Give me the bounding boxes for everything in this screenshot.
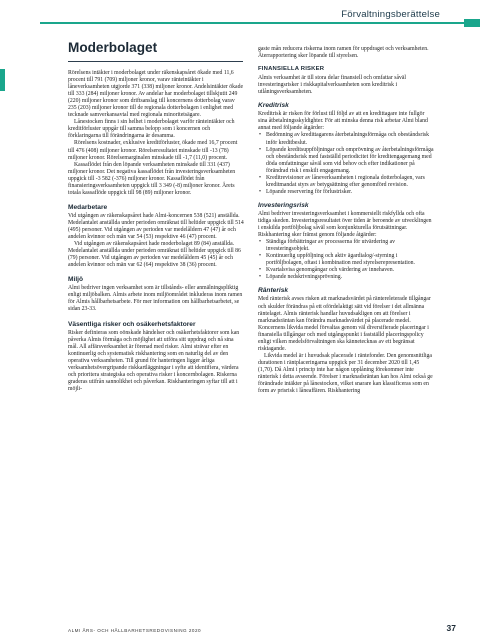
list-item: • Ständiga förbättringar av processerna för utvärdering av investeringsobjekt. [266, 239, 434, 253]
finansiella-risker-heading: FINANSIELLA RISKER [258, 66, 325, 73]
continuation-paragraph: gaste mån reducera riskerna inom ramen för uppdraget och verksamheten. Återrapportering sker löpande till styrelsen. [258, 46, 429, 60]
title-rule [68, 61, 243, 62]
footer-text: ALMI ÅRS- OCH HÅLLBARHETSREDOVISNING 2020 [68, 628, 202, 633]
risker-heading: Väsentliga risker och osäkerhetsfaktorer [68, 320, 196, 328]
medarbetare-paragraph-2: Vid utgången av räkenskapsåret hade moderbolaget 89 (84) anställda. Medelantalet anställda under perioden omräknat till heltider uppgick till 86 (79) personer. Vid utgången av perioden var medelåldern 45 (45) år och andelen kvinnor och män var 62 (64) respektive 38 (36) procent. [68, 241, 241, 269]
header-accent-cap [464, 19, 480, 27]
list-item: • Kreditrevisioner av låneverksamheten i regionala dotterbolagen, vars kreditmandat styrs av betygsättning efter genomförd revision. [266, 175, 434, 189]
page-title: Moderbolaget [68, 40, 158, 55]
list-item: • Löpande reservering för förlustrisker. [266, 189, 434, 196]
kreditrisk-heading: Kreditrisk [258, 102, 289, 110]
investeringsrisk-list [258, 239, 434, 281]
medarbetare-paragraph-1: Vid utgången av räkenskapsåret hade Almi-koncernen 538 (521) anställda. Medelantalet anställda under perioden omräknat till heltider uppgick till 514 (495) personer. Vid utgången av perioden var medelåldern 47 (47) år och andelen kvinnor och män var 54 (53) respektive 46 (47) procent. [68, 212, 244, 241]
header-accent-bar [40, 22, 480, 24]
right-column [258, 46, 434, 395]
header-label: Förvaltningsberättelse [341, 9, 440, 20]
miljo-heading: Miljö [68, 276, 84, 284]
medarbetare-heading: Medarbetare [68, 203, 108, 211]
risker-paragraph: Risker definieras som oönskade händelser och osäkerhetsfaktorer som kan påverka Almis förmåga och möjlighet att utföra sitt uppdrag och nå sina mål. All affärsverksamhet är förenad med risker. Almi strävar efter en kontinuerlig och systematisk riskhantering som en naturlig del av den operativa verksamheten. Till grund för hanteringen ligger årliga verksamhetsövergripande riskkartläggningar i syfte att identifiera, värdera och prioritera strategiska och operativa risker i koncernbolagen. Riskerna graderas utifrån sannolikhet och påverkan. Riskhanteringen syftar till att i möjli- [68, 329, 240, 392]
kreditrisk-list [258, 132, 434, 195]
intro-paragraph-3: Rörelsens kostnader, exklusive kreditförluster, ökade med 16,7 procent till 476 (408) miljoner kronor. Rörelseresultatet minskade till -13 (78) miljoner kronor. Rörelsemarginalen minskade till -1,7 (11,0) procent. [68, 140, 238, 161]
intro-paragraph-1: Rörelsens intäkter i moderbolaget under räkenskapsåret ökade med 11,6 procent till 791 (709) miljoner kronor, varav ränteintäkter i låneverksamheten utgjorde 371 (338) miljoner kronor. Andelsintäkter ökade till 333 (284) miljoner kronor. Av andelar har moderbolaget tillskjutit 249 (220) miljoner kronor som driftsanslag till koncernens dotterbolag varav 235 (203) miljoner kronor till de regionala dotterbolagen i enlighet med tecknade samverkansavtal med regionala minoritetsägare. [68, 70, 244, 119]
finansiella-paragraph: Almis verksamhet är till stora delar finansiell och omfattar såväl investeringsrisker i riskkapitalverksamheten som kreditrisk i utlåningsverksamheten. [258, 75, 407, 96]
left-column [68, 70, 244, 393]
list-item: • Bedömning av kredittagarens återbetalningsförmåga och obeståndsrisk inför kreditbeslut. [266, 132, 434, 146]
ranterisk-paragraph-2: Likvida medel är i huvudsak placerade i räntefonder. Den genomsnittliga durationen i räntplaceringarna uppgick per 31 december 2020 till 1,45 (1,70). Då Almi i princip inte har någon upplåning förekommer inte ränterisk i detta avseende. Förelser i marknadsräntan kan hos Almi också ge förändrade intäkter på lånestocken, vilket snarare kan klassificeras som en form av prisrisk i låneaffären. Riskhantering [258, 352, 433, 395]
list-item: • Kontinuerlig uppföljning och aktiv ägardialog/-styrning i portföljbolagen, oftast i kombination med styrelserepresentation. [266, 253, 434, 267]
list-item: • Kvartalsvisa genomgångar och värdering av innehaven. [266, 267, 434, 274]
ranterisk-heading: Ränterisk [258, 287, 289, 295]
ranterisk-paragraph-1: Med ränterisk avses risken att marknadsvärdet på räntereleterade tillgångar och skulder förändras på ett ofördelaktigt sätt vid förelser i det allmänna räntelaget. Almis ränterisk handlar huvudsakligen om att förelser i marknadsräntan kan förändra marknadsvärdet på placerade medel. Koncernens likvida medel förvaltas genom väl diversifierade placeringar i finansiella tillgångar och med utgångspunkt i fastställd placeringspolicy enligt vilken medelsförvaltningen ska kännetecknas av ett begränsat risktagande. [258, 296, 431, 352]
miljo-paragraph: Almi bedriver ingen verksamhet som är tillstånds- eller anmälningspliktig enligt miljöbalken. Almis arbete inom miljöområdet inkluderas inom ramen för Almis hållbarhetsarbete. För mer information om hållbarhetsarbetet, se sidan 23-33. [68, 285, 243, 313]
page-number: 37 [446, 623, 456, 633]
list-item: • Löpande kreditsuppföljningar och omprövning av återbetalningsförmåga och obeståndsrisk med fastställd periodicitet för kreditengagemang med döda omfattningar såväl som vid behov och efter indikationer på förändrad risk i enskilt engagemang. [266, 147, 434, 175]
investeringsrisk-paragraph: Almi bedriver investeringsverksamhet i kommersiellt riskfyllda och ofta tidiga skeden. Investeringsresultatet över tiden är beroende av utvecklingen i enskilda portföljbolag såväl som konjunkturella förutsättningar. Riskhantering sker främst genom följande åtgärder: [258, 210, 432, 239]
kreditrisk-paragraph: Kreditrisk är risken för förlust till följd av att en kredittagare inte fullgör sina åtbetalningsskyldighter. För att minska denna risk arbetar Almi bland annat med följande åtgärder: [258, 111, 428, 132]
list-item: • Löpande nedskrivningsprövning. [266, 274, 434, 281]
intro-paragraph-2: Lånestocken finns i sin helhet i moderbolaget varför ränteintäkter och kreditförluster uppgår till samma belopp som i koncernen och förklaringarna till förändringarna är desamma. [68, 119, 235, 140]
intro-paragraph-4: Kassaflödet från den löpande verksamheten minskade till 331 (437) miljoner kronor. Det negativa kassaflödet från investeringsverksamheten uppgick till -3 582 (-376) miljoner kronor. Kassaflödet från finansieringsverksamheten uppgick till 3 349 (-8) miljoner kronor. Årets totala kassaflöde uppgick till 98 (89) miljoner kronor. [68, 161, 236, 196]
investeringsrisk-heading: Investeringsrisk [258, 201, 309, 209]
left-accent-tab [0, 69, 5, 91]
